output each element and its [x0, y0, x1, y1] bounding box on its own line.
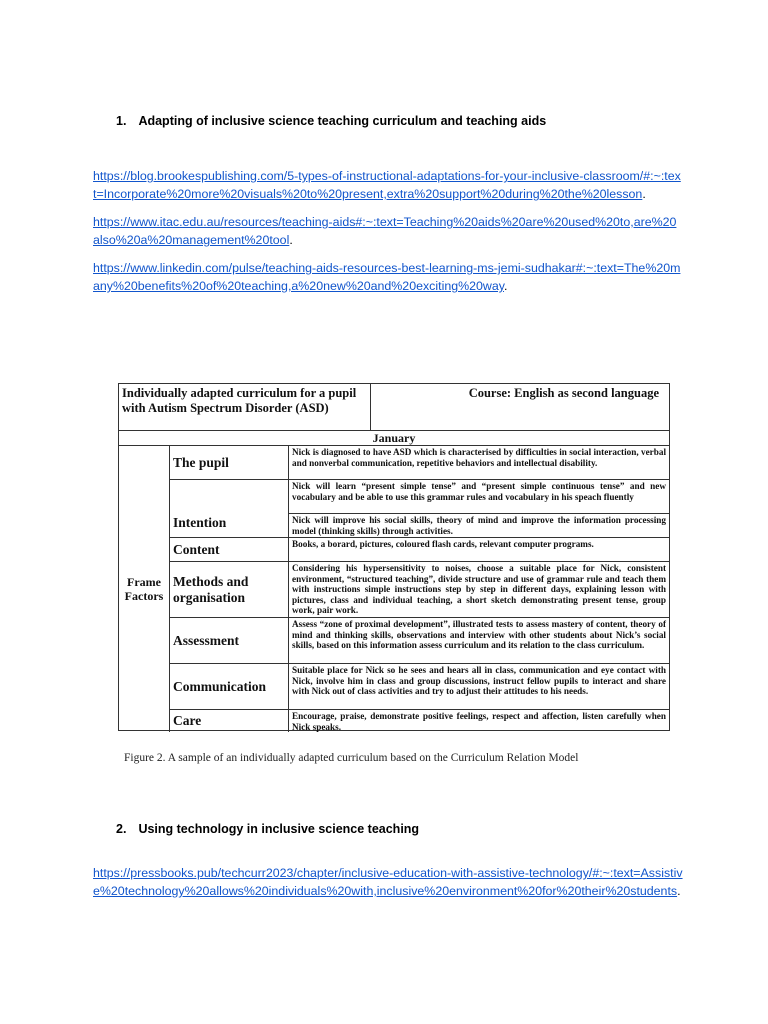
table-row [170, 618, 669, 664]
reference-link[interactable]: https://pressbooks.pub/techcurr2023/chapter/inclusive-education-with-assistive-technology/#:~:text=Assistive%20technology%20allows%20individuals%20with,inclusive%20environment%20for%20their%20students [93, 866, 683, 898]
row-label: Assessment [170, 618, 289, 663]
table-row [170, 664, 669, 710]
row-text: Nick will improve his social skills, theory of mind and improve the information processing model (thinking skills) through activities. [292, 515, 666, 536]
figure-body [119, 446, 669, 732]
link-paragraph [93, 259, 683, 295]
row-label: Intention [170, 480, 289, 537]
section-title: Using technology in inclusive science teaching [138, 822, 420, 836]
section-heading-2 [116, 822, 419, 836]
figure-header-right: Course: English as second language [468, 386, 659, 400]
row-text: Nick will learn “present simple tense” and “present simple continuous tense” and new vocabulary and be able to use this grammar rules and vocabulary in his speach fluently [289, 480, 669, 514]
figure-month: January [119, 431, 669, 446]
row-text: Assess “zone of proximal development”, illustrated tests to assess mastery of content, theory of mind and thinking skills, observations and interview with other students about Nick’s social skills, based on this information assess curriculum and its relation to the class curriculum. [292, 619, 666, 651]
row-label: Communication [170, 664, 289, 709]
link-suffix: . [504, 279, 508, 293]
row-label: The pupil [170, 446, 289, 479]
reference-link[interactable]: https://www.linkedin.com/pulse/teaching-aids-resources-best-learning-ms-jemi-sudhakar#:~:text=The%20many%20benefits%20of%20teaching,a%20new%20and%20exciting%20way [93, 261, 681, 293]
table-row [170, 562, 669, 618]
section-number: 2. [116, 822, 127, 836]
figure-header-left: Individually adapted curriculum for a pupil with Autism Spectrum Disorder (ASD) [119, 384, 371, 430]
table-row [170, 480, 669, 538]
link-list-2 [93, 864, 683, 910]
table-row [170, 710, 669, 732]
link-paragraph [93, 167, 683, 203]
row-label: Care [170, 710, 289, 732]
table-row [170, 446, 669, 480]
row-label: Content [170, 538, 289, 561]
link-paragraph [93, 213, 683, 249]
figure-caption: Figure 2. A sample of an individually adapted curriculum based on the Curriculum Relation Model [124, 752, 579, 764]
link-suffix: . [677, 884, 681, 898]
link-list-1 [93, 167, 683, 305]
reference-link[interactable]: https://www.itac.edu.au/resources/teaching-aids#:~:text=Teaching%20aids%20are%20used%20to,are%20also%20a%20management%20tool [93, 215, 677, 247]
row-label: Methods and organisation [170, 562, 289, 617]
frame-factors-label: Frame Factors [119, 446, 170, 732]
section-number: 1. [116, 114, 127, 128]
figure-rows [170, 446, 669, 732]
section-title: Adapting of inclusive science teaching curriculum and teaching aids [138, 114, 547, 128]
row-text: Suitable place for Nick so he sees and hears all in class, communication and eye contact with Nick, involve him in class and group discussions, instruct fellow pupils to interact and share with Nick out of class activities and try to adjust their attitudes to his needs. [292, 665, 666, 697]
table-row [170, 538, 669, 562]
row-text: Books, a borard, pictures, coloured flash cards, relevant computer programs. [292, 539, 594, 549]
row-text: Considering his hypersensitivity to noises, choose a suitable place for Nick, consistent environment, “structured teaching”, divide structure and use of grammar rule and teach them with instructions simple instructions step by step in different days, explaining lesson with pictures, class and individual teaching, a short sketch demonstrating present tense, group work, pair work. [292, 563, 666, 616]
figure-header [119, 384, 669, 431]
section-heading-1 [116, 114, 546, 128]
link-suffix: . [289, 233, 293, 247]
row-text: Encourage, praise, demonstrate positive feelings, respect and affection, listen carefully when Nick speaks. [292, 711, 666, 732]
row-text: Nick is diagnosed to have ASD which is characterised by difficulties in social interaction, verbal and nonverbal communication, repetitive behaviors and intellectual disability. [292, 447, 666, 468]
row-text-group [289, 480, 669, 537]
curriculum-figure [118, 383, 670, 731]
link-suffix: . [642, 187, 646, 201]
reference-link[interactable]: https://blog.brookespublishing.com/5-types-of-instructional-adaptations-for-your-inclusive-classroom/#:~:text=Incorporate%20more%20visuals%20to%20present,extra%20support%20during%20the%20lesson [93, 169, 681, 201]
link-paragraph [93, 864, 683, 900]
